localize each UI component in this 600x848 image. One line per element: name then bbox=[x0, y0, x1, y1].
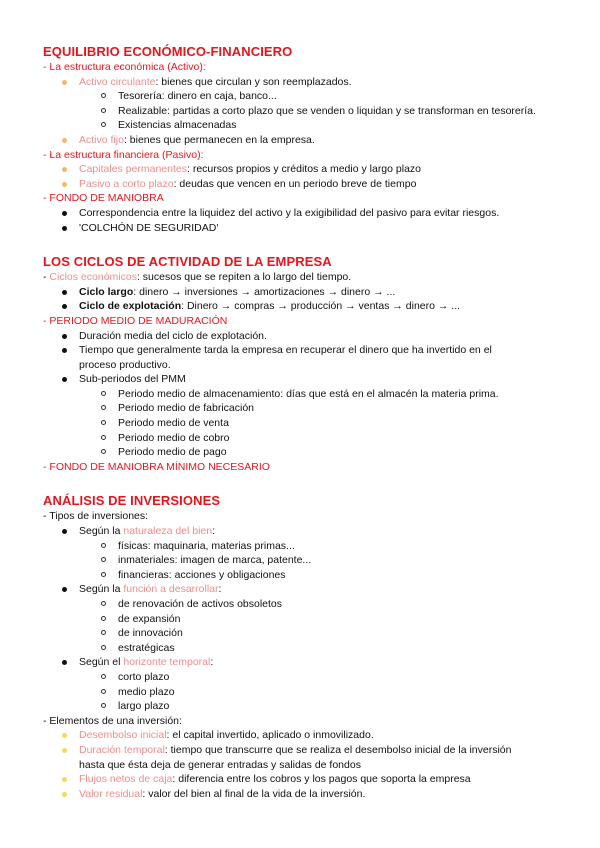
list-item: Periodo medio de venta bbox=[43, 416, 560, 431]
list-item: Activo circulante: bienes que circulan y son reemplazados. bbox=[43, 75, 560, 90]
list-item: Valor residual: valor del bien al final de la vida de la inversión. bbox=[43, 787, 560, 802]
list-item: Periodo medio de almacenamiento: días que está en el almacén la materia prima. bbox=[43, 387, 560, 402]
list-item: Pasivo a corto plazo: deudas que vencen en un periodo breve de tiempo bbox=[43, 177, 560, 192]
list-item: inmateriales: imagen de marca, patente... bbox=[43, 553, 560, 568]
list-item: de renovación de activos obsoletos bbox=[43, 597, 560, 612]
tipos-head: - Tipos de inversiones: bbox=[43, 510, 149, 523]
list-item: Existencias almacenadas bbox=[43, 118, 560, 133]
list-item: Ciclo de explotación: Dinero → compras → producción → ventas → dinero → ... bbox=[43, 299, 560, 314]
list-item: Correspondencia entre la liquidez del activo y la exigibilidad del pasivo para evitar riesgos. bbox=[43, 206, 560, 221]
list-item: de innovación bbox=[43, 626, 560, 641]
circle-bullet-icon bbox=[101, 543, 106, 548]
list-item: 'COLCHÓN DE SEGURIDAD' bbox=[43, 221, 560, 236]
list-item: Tesorería: dinero en caja, banco... bbox=[43, 89, 560, 104]
elementos-head: - Elementos de una inversión: bbox=[43, 714, 182, 727]
list-item: largo plazo bbox=[43, 699, 560, 714]
circle-bullet-icon bbox=[101, 391, 106, 396]
circle-bullet-icon bbox=[101, 674, 106, 679]
list-item: Realizable: partidas a corto plazo que se venden o liquidan y se transforman en tesorería. bbox=[43, 104, 560, 119]
bullet-icon bbox=[62, 290, 67, 295]
list-item: Periodo medio de pago bbox=[43, 445, 560, 460]
list-item: Según el horizonte temporal: bbox=[43, 655, 560, 670]
list-item: Sub-periodos del PMM bbox=[43, 372, 560, 387]
list-item: financieras: acciones y obligaciones bbox=[43, 568, 560, 583]
list-item: Flujos netos de caja: diferencia entre los cobros y los pagos que soporta la empresa bbox=[43, 772, 560, 787]
bullet-icon bbox=[62, 226, 67, 231]
list-item: Periodo medio de fabricación bbox=[43, 401, 560, 416]
list-item: Activo fijo: bienes que permanecen en la empresa. bbox=[43, 133, 560, 148]
list-item: Desembolso inicial: el capital invertido, aplicado o inmovilizado. bbox=[43, 728, 560, 743]
bullet-icon bbox=[62, 529, 67, 534]
heading-analisis: ANÁLISIS DE INVERSIONES bbox=[43, 493, 221, 509]
pasivo-head: - La estructura financiera (Pasivo): bbox=[43, 148, 204, 161]
bullet-icon bbox=[62, 792, 67, 797]
list-item: Según la función a desarrollar: bbox=[43, 582, 560, 597]
heading-equilibrio: EQUILIBRIO ECONÓMICO-FINANCIERO bbox=[43, 44, 293, 59]
list-item: Duración temporal: tiempo que transcurre que se realiza el desembolso inicial de la inversión hasta que ésta deja de generar entradas y salidas de fondos bbox=[43, 743, 560, 772]
list-item: físicas: maquinaria, materias primas... bbox=[43, 539, 560, 554]
bullet-icon bbox=[62, 80, 67, 85]
circle-bullet-icon bbox=[101, 689, 106, 694]
ciclos-head: - Ciclos económicos: sucesos que se repiten a lo largo del tiempo. bbox=[43, 271, 352, 284]
circle-bullet-icon bbox=[101, 108, 106, 113]
circle-bullet-icon bbox=[101, 616, 106, 621]
list-item: Periodo medio de cobro bbox=[43, 431, 560, 446]
list-item: estratégicas bbox=[43, 641, 560, 656]
list-item: medio plazo bbox=[43, 685, 560, 700]
heading-ciclos: LOS CICLOS DE ACTIVIDAD DE LA EMPRESA bbox=[43, 254, 332, 270]
bullet-icon bbox=[62, 138, 67, 143]
list-item: corto plazo bbox=[43, 670, 560, 685]
circle-bullet-icon bbox=[101, 645, 106, 650]
list-item: Según la naturaleza del bien: bbox=[43, 524, 560, 539]
list-item: Ciclo largo: dinero → inversiones → amortizaciones → dinero → ... bbox=[43, 285, 560, 300]
bullet-icon bbox=[62, 748, 67, 753]
list-item: Capitales permanentes: recursos propios y créditos a medio y largo plazo bbox=[43, 162, 560, 177]
activo-head: - La estructura económica (Activo): bbox=[43, 61, 206, 73]
fondo-head: - FONDO DE MANIOBRA bbox=[43, 192, 164, 205]
fmmn-head: - FONDO DE MANIOBRA MÍNIMO NECESARIO bbox=[43, 460, 270, 473]
bullet-icon bbox=[62, 334, 67, 339]
circle-bullet-icon bbox=[101, 572, 106, 577]
list-item: Tiempo que generalmente tarda la empresa en recuperar el dinero que ha invertido en el proceso productivo. bbox=[43, 343, 560, 372]
bullet-icon bbox=[62, 182, 67, 187]
bullet-icon bbox=[62, 211, 67, 216]
circle-bullet-icon bbox=[101, 601, 106, 606]
pmm-head: - PERIODO MEDIO DE MADURACIÓN bbox=[43, 314, 228, 327]
list-item: Duración media del ciclo de explotación. bbox=[43, 329, 560, 344]
circle-bullet-icon bbox=[101, 435, 106, 440]
list-item: de expansión bbox=[43, 612, 560, 627]
